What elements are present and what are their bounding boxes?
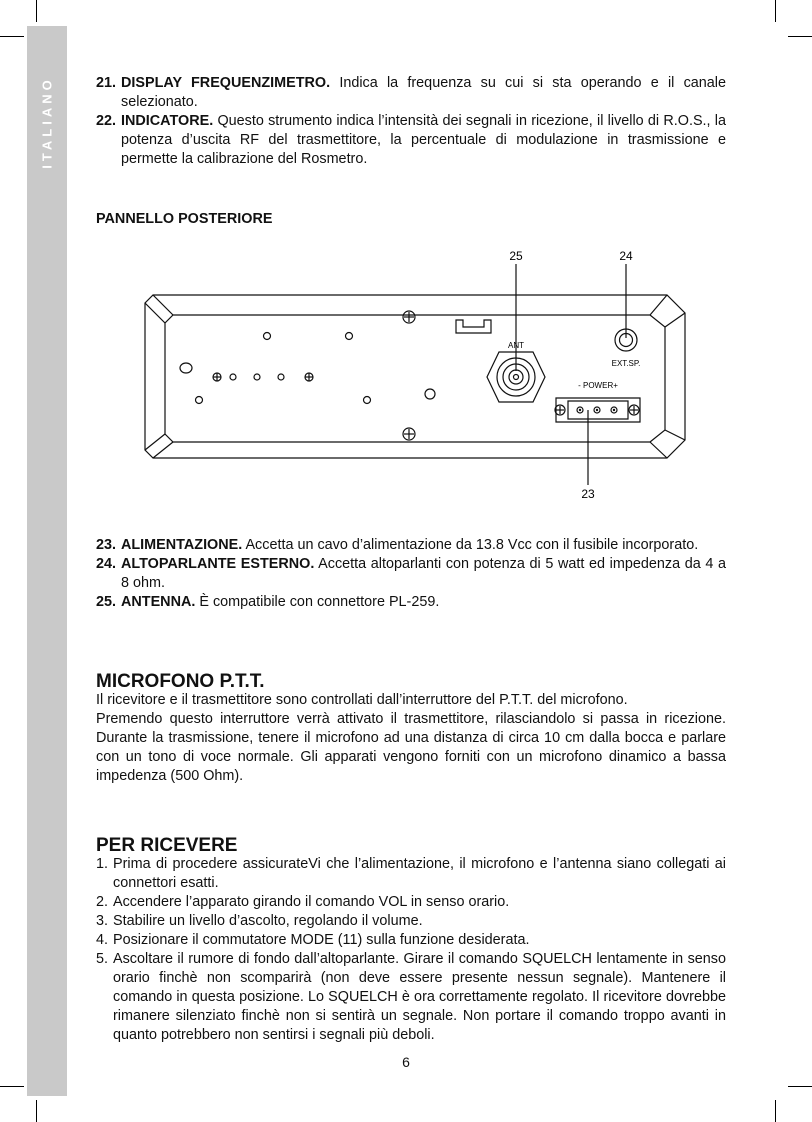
step-text: Prima di procedere assicurateVi che l’alimentazione, il microfono e l’antenna siano collegati ai connettori esatti.: [113, 856, 726, 891]
step-text: Accendere l’apparato girando il comando VOL in senso orario.: [113, 894, 510, 910]
microphone-paragraph-2: Premendo questo interruttore verrà attivato il trasmettitore, rilasciandolo si passa in ricezione. Durante la trasmissione, tenere il microfono ad una distanza di circa 10 cm dalla bocca e parlare con un tono di voce normale. Gli apparati vengono forniti con un microfono dinamico a bassa impedenza (500 Ohm).: [96, 711, 726, 784]
microphone-paragraph-1: Il ricevitore e il trasmettitore sono controllati dall’interruttore del P.T.T. del microfono.: [96, 692, 628, 708]
hole: [264, 333, 271, 340]
page-number: 6: [402, 1054, 410, 1070]
callout-25: 25: [509, 249, 523, 263]
item-title: ALTOPARLANTE ESTERNO.: [121, 556, 315, 572]
crop-mark: [788, 1086, 812, 1087]
rear-panel-heading: PANNELLO POSTERIORE: [96, 211, 273, 227]
hole-screw: [213, 373, 221, 381]
item-number: 25.: [96, 594, 117, 610]
crop-mark: [775, 1100, 776, 1122]
ext-sp-label: EXT.SP.: [611, 359, 641, 368]
hole: [230, 374, 236, 380]
rear-panel-items: [96, 536, 726, 612]
hole: [254, 374, 260, 380]
crop-mark: [36, 1100, 37, 1122]
panel-inner-frame: [165, 315, 665, 442]
top-clip: [456, 320, 491, 333]
step-number: 4.: [96, 932, 109, 948]
step-text: Stabilire un livello d’ascolto, regolando il volume.: [113, 913, 423, 929]
hole: [425, 389, 435, 399]
receive-step-2: [96, 893, 726, 912]
hole: [196, 397, 203, 404]
item-23: [96, 536, 726, 555]
hole-screw: [305, 373, 313, 381]
callout-24: 24: [619, 249, 633, 263]
step-number: 3.: [96, 913, 109, 929]
step-text: Ascoltare il rumore di fondo dall’altoparlante. Girare il comando SQUELCH lentamente in senso orario finchè non scomparirà (non deve essere presente nessun segnale). Mantenere il comando in questa posizione. Lo SQUELCH è ora correttamente regolato. Il ricevitore dovrebbe rimanere silenziato finchè non si sentirà un segnale. Non portare il comando troppo avanti in quanto potrebbero non sentirsi i segnali più deboli.: [113, 951, 726, 1043]
item-24: [96, 555, 726, 593]
rear-panel-diagram: [0, 0, 812, 520]
item-number: 23.: [96, 537, 117, 553]
hole: [278, 374, 284, 380]
language-side-label: ITALIANO: [39, 75, 55, 169]
step-number: 1.: [96, 856, 109, 872]
hole: [364, 397, 371, 404]
crop-mark: [0, 1086, 24, 1087]
item-text: Accetta altoparlanti con potenza di 5 watt ed impedenza da 4 a 8 ohm.: [121, 556, 726, 591]
item-number: 21.: [96, 75, 117, 91]
receive-step-4: [96, 931, 726, 950]
receive-step-5: [96, 950, 726, 1045]
item-25: [96, 593, 726, 612]
step-text: Posizionare il commutatore MODE (11) sulla funzione desiderata.: [113, 932, 530, 948]
microphone-section: [96, 672, 726, 786]
item-text: Indica la frequenza su cui si sta operando e il canale selezionato.: [121, 75, 726, 110]
callout-23: 23: [581, 487, 595, 501]
item-title: ALIMENTAZIONE.: [121, 537, 243, 553]
item-title: DISPLAY FREQUENZIMETRO.: [121, 75, 331, 91]
item-text: Questo strumento indica l’intensità dei segnali in ricezione, il livello di R.O.S., la potenza d’uscita RF del trasmettitore, la percentuale di modulazione in trasmissione e permette la calibrazione del Rosmetro.: [121, 113, 726, 167]
item-title: INDICATORE.: [121, 113, 214, 129]
microphone-heading: MICROFONO P.T.T.: [96, 671, 265, 692]
screw-bottom: [403, 428, 415, 440]
screw-top: [403, 311, 415, 323]
receive-section: [96, 836, 726, 1045]
step-number: 2.: [96, 894, 109, 910]
receive-step-1: [96, 855, 726, 893]
item-title: ANTENNA.: [121, 594, 196, 610]
item-number: 22.: [96, 113, 117, 129]
item-text: È compatibile con connettore PL-259.: [195, 594, 440, 610]
step-number: 5.: [96, 951, 109, 967]
item-number: 24.: [96, 556, 117, 572]
item-text: Accetta un cavo d’alimentazione da 13.8 Vcc con il fusibile incorporato.: [242, 537, 699, 553]
receive-heading: PER RICEVERE: [96, 835, 238, 856]
hole: [346, 333, 353, 340]
receive-step-3: [96, 912, 726, 931]
ant-label: ANT: [508, 341, 524, 350]
power-label: - POWER+: [578, 381, 618, 390]
hole: [180, 363, 192, 373]
